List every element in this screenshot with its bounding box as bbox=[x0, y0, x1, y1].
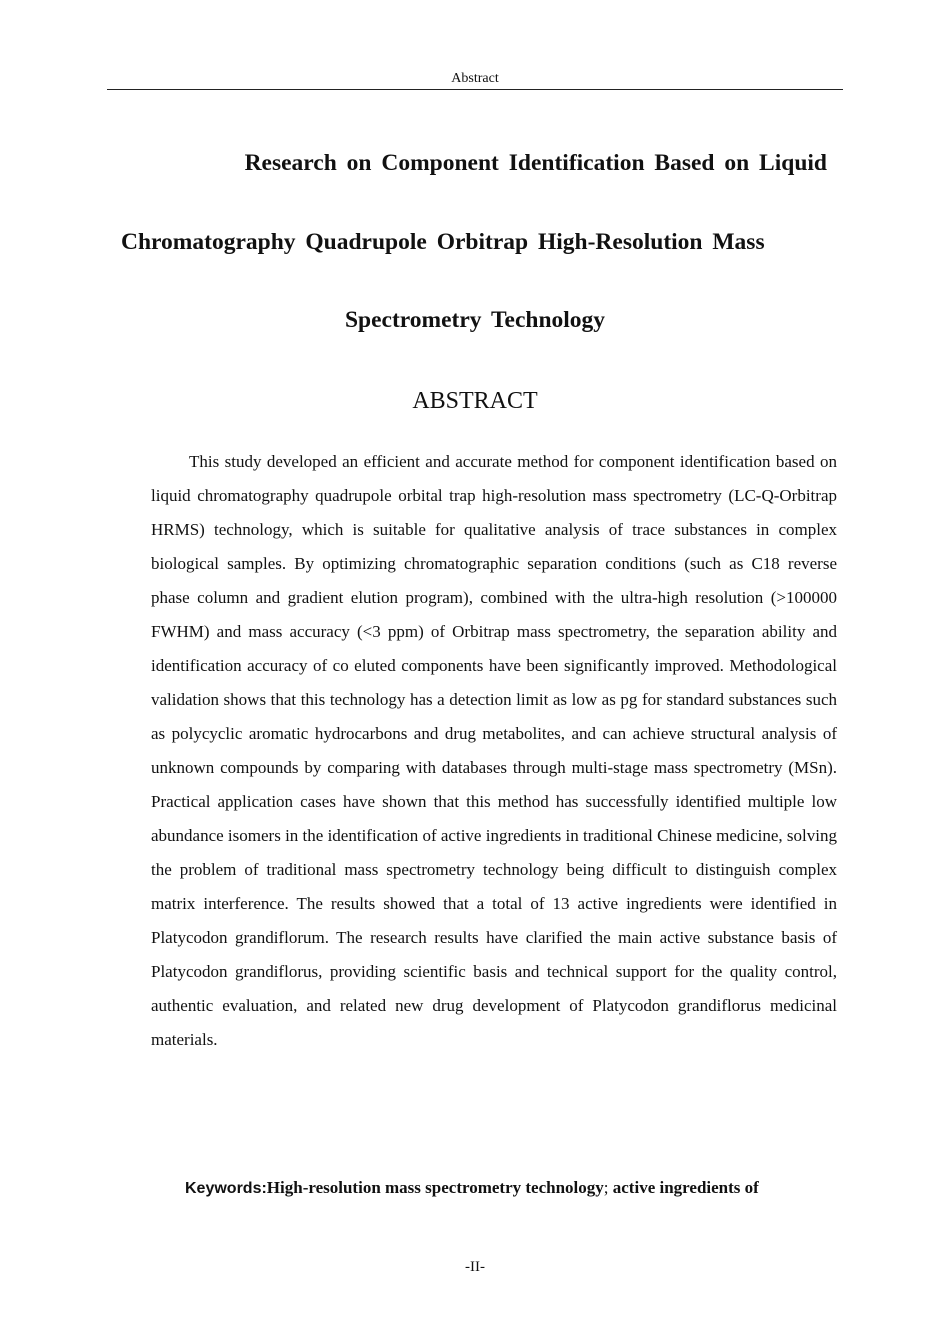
paper-title bbox=[107, 124, 843, 360]
paper-title-line-1: Research on Component Identification Based on Liquid bbox=[244, 150, 827, 176]
running-header-title: Abstract bbox=[451, 71, 499, 86]
keyword-separator: ; bbox=[603, 1178, 613, 1197]
keyword-term-1: High-resolution mass spectrometry technology bbox=[266, 1178, 604, 1197]
keywords-label: Keywords: bbox=[185, 1180, 267, 1197]
keywords-line bbox=[151, 1171, 837, 1206]
running-header bbox=[107, 70, 843, 90]
paper-title-line-3: Spectrometry Technology bbox=[344, 307, 606, 333]
page-number: -II- bbox=[465, 1259, 485, 1275]
abstract-body: This study developed an efficient and accurate method for component identification based on liquid chromatography quadrupole orbital trap high-resolution mass spectrometry (LC-Q-Orbitrap HRMS) technology, which is suitable for qualitative analysis of trace substances in complex biological samples. By optimizing chromatographic separation conditions (such as C18 reverse phase column and gradient elution program), combined with the ultra-high resolution (>100000 FWHM) and mass accuracy (<3 ppm) of Orbitrap mass spectrometry, the separation ability and identification accuracy of co eluted components have been significantly improved. Methodological validation shows that this technology has a detection limit as low as pg for standard substances such as polycyclic aromatic hydrocarbons and drug metabolites, and can achieve structural analysis of unknown compounds by comparing with databases through multi-stage mass spectrometry (MSn). Practical application cases have shown that this method has successfully identified multiple low abundance isomers in the identification of active ingredients in traditional Chinese medicine, solving the problem of traditional mass spectrometry technology being difficult to distinguish complex matrix interference. The results showed that a total of 13 active ingredients were identified in Platycodon grandiflorum. The research results have clarified the main active substance basis of Platycodon grandiflorus, providing scientific basis and technical support for the quality control, authentic evaluation, and related new drug development of Platycodon grandiflorus medicinal materials. bbox=[151, 452, 837, 1049]
paper-title-line-2: Chromatography Quadrupole Orbitrap High-Resolution Mass bbox=[121, 228, 765, 255]
abstract-heading: ABSTRACT bbox=[412, 388, 538, 414]
keyword-term-2: active ingredients of bbox=[612, 1178, 759, 1197]
